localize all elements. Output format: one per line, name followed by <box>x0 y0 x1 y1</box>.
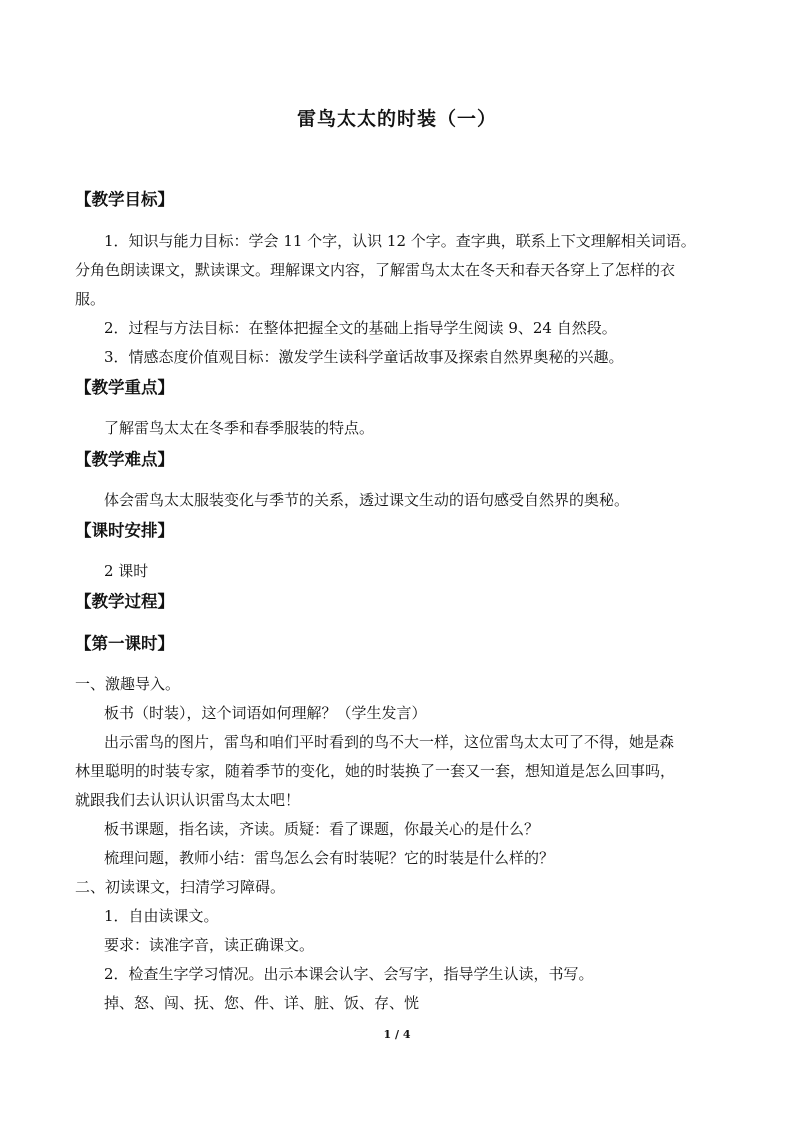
heading-key-points: 【教学重点】 <box>75 378 174 397</box>
key-points-text: 了解雷鸟太太在冬季和春季服装的特点。 <box>104 419 375 437</box>
heading-lesson-one: 【第一课时】 <box>75 634 174 653</box>
lesson-line-12: 掉、怒、闯、抚、您、件、详、脏、饭、存、恍 <box>104 994 420 1012</box>
heading-difficulties: 【教学难点】 <box>75 450 174 469</box>
lesson-line-8: 二、初读课文，扫清学习障碍。 <box>75 878 286 896</box>
page-title: 雷鸟太太的时装（一） <box>296 108 497 130</box>
schedule-text: 2 课时 <box>104 562 149 580</box>
lesson-line-10: 要求：读准字音，读正确课文。 <box>104 936 315 954</box>
objective-line-1: 1．知识与能力目标：学会 11 个字，认识 12 个字。查字典，联系上下文理解相关词语。 <box>104 232 696 250</box>
page-number: 1 / 4 <box>383 1028 411 1041</box>
lesson-line-1: 一、激趣导入。 <box>75 675 181 693</box>
lesson-line-4: 林里聪明的时装专家，随着季节的变化，她的时装换了一套又一套，想知道是怎么回事吗， <box>75 762 676 780</box>
lesson-line-9: 1．自由读课文。 <box>104 907 219 925</box>
lesson-line-5: 就跟我们去认识认识雷鸟太太吧！ <box>75 791 301 809</box>
heading-process: 【教学过程】 <box>75 592 174 611</box>
objective-line-3: 服。 <box>75 290 106 308</box>
lesson-line-3: 出示雷鸟的图片，雷鸟和咱们平时看到的鸟不大一样，这位雷鸟太太可了不得，她是森 <box>104 733 675 751</box>
lesson-line-11: 2．检查生字学习情况。出示本课会认字、会写字，指导学生认读，书写。 <box>104 965 594 983</box>
lesson-line-7: 梳理问题，教师小结：雷鸟怎么会有时装呢？它的时装是什么样的？ <box>104 849 555 867</box>
lesson-line-2: 板书（时装），这个词语如何理解？（学生发言） <box>104 704 427 722</box>
difficulties-text: 体会雷鸟太太服装变化与季节的关系，透过课文生动的语句感受自然界的奥秘。 <box>104 491 630 509</box>
heading-schedule: 【课时安排】 <box>75 521 174 540</box>
objective-line-4: 2．过程与方法目标：在整体把握全文的基础上指导学生阅读 9、24 自然段。 <box>104 319 617 337</box>
objective-line-2: 分角色朗读课文，默读课文。理解课文内容，了解雷鸟太太在冬天和春天各穿上了怎样的衣 <box>75 261 676 279</box>
objective-line-5: 3．情感态度价值观目标：激发学生读科学童话故事及探索自然界奥秘的兴趣。 <box>104 348 624 366</box>
heading-objectives: 【教学目标】 <box>75 190 174 209</box>
lesson-line-6: 板书课题，指名读，齐读。质疑：看了课题，你最关心的是什么？ <box>104 820 540 838</box>
